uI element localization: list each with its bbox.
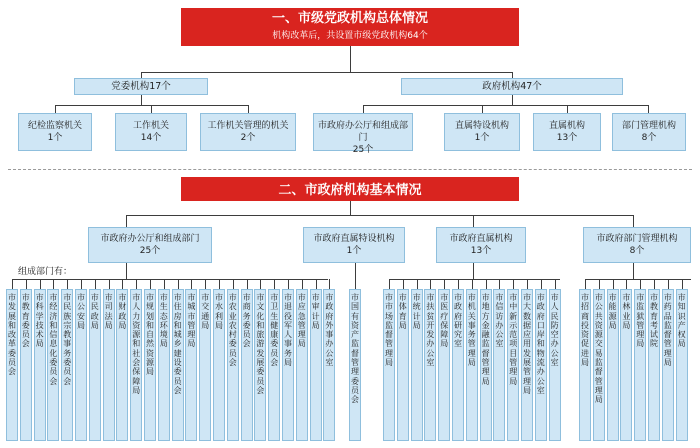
gov-child-name: 市政府办公厅和组成部门 <box>317 121 408 143</box>
department-column: 市 人 力 资 源 和 社 会 保 障 局 <box>130 289 142 441</box>
members-label: 组成部门有： <box>18 267 73 277</box>
department-column: 市 民 政 局 <box>89 289 101 441</box>
connector <box>472 279 473 289</box>
section1-subtitle: 机构改革后，共设置市级党政机构64个 <box>272 31 428 41</box>
department-column: 市 卫 生 健 康 委 员 会 <box>268 289 280 441</box>
connector <box>233 279 234 289</box>
department-column: 市 知 识 产 权 局 <box>676 289 688 441</box>
section1-title-box <box>181 8 519 46</box>
gov-child-name: 直属机构 <box>548 121 585 131</box>
party-organs-box <box>74 78 208 95</box>
connector <box>682 279 683 289</box>
gov-group-name: 市政府直属机构 <box>449 234 513 244</box>
department-column: 市 住 房 和 城 乡 建 设 委 员 会 <box>172 289 184 441</box>
gov-child-box <box>313 113 413 155</box>
department-column: 市 政 府 外 事 办 公 室 <box>323 289 335 441</box>
connector <box>178 279 179 289</box>
connector <box>95 279 96 289</box>
department-column: 市 退 役 军 人 事 务 局 <box>282 289 294 441</box>
department-column: 市 政 府 口 岸 和 物 流 办 公 室 <box>535 289 547 441</box>
connector <box>430 279 431 289</box>
connector <box>81 279 82 289</box>
gov-group-box <box>303 227 405 263</box>
department-column: 市 商 务 委 员 会 <box>241 289 253 441</box>
gov-child-box <box>444 113 520 151</box>
connector <box>363 105 649 106</box>
connector <box>513 279 514 289</box>
connector <box>260 279 261 289</box>
department-column: 市 招 商 投 资 促 进 局 <box>579 289 591 441</box>
gov-group-box <box>583 227 691 263</box>
connector <box>555 279 556 289</box>
connector <box>26 279 27 289</box>
department-column: 市 医 疗 保 障 局 <box>438 289 450 441</box>
department-column: 市 发 展 和 改 革 委 员 会 <box>6 289 18 441</box>
connector <box>567 105 568 113</box>
gov-organs-label: 政府机构47个 <box>482 81 542 92</box>
connector <box>40 279 41 289</box>
connector <box>12 279 13 289</box>
connector <box>527 279 528 289</box>
department-column: 市 规 划 和 自 然 资 源 局 <box>144 289 156 441</box>
department-column: 市 交 通 局 <box>199 289 211 441</box>
connector <box>473 215 474 227</box>
department-column: 市 地 方 金 融 监 督 管 理 局 <box>480 289 492 441</box>
party-child-name: 工作机关管理的机关 <box>207 121 289 131</box>
department-column: 市 教 育 考 试 院 <box>648 289 660 441</box>
department-column: 市 中 新 示 范 项 目 管 理 局 <box>507 289 519 441</box>
department-column: 市 公 共 资 源 交 易 监 督 管 理 局 <box>593 289 605 441</box>
connector <box>126 215 634 216</box>
department-column: 市 市 场 监 督 管 理 局 <box>383 289 395 441</box>
connector <box>633 215 634 227</box>
connector <box>109 279 110 289</box>
connector <box>648 105 649 113</box>
connector <box>668 279 669 289</box>
connector <box>55 105 56 113</box>
gov-child-count: 25个 <box>352 145 374 155</box>
department-column: 市 科 学 技 术 局 <box>34 289 46 441</box>
connector <box>141 95 142 105</box>
connector <box>486 279 487 289</box>
section2-title-box <box>181 177 519 201</box>
connector <box>640 279 641 289</box>
connector <box>444 279 445 289</box>
connector <box>12 279 328 280</box>
connector <box>458 279 459 289</box>
connector <box>482 105 483 113</box>
party-child-count: 14个 <box>140 133 162 143</box>
connector <box>329 279 330 289</box>
department-column: 市 能 源 局 <box>607 289 619 441</box>
gov-organs-box <box>401 78 623 95</box>
connector <box>126 263 127 279</box>
connector <box>122 279 123 289</box>
party-child-box <box>115 113 187 151</box>
connector <box>541 279 542 289</box>
connector <box>613 279 614 289</box>
section2-title: 二、市政府机构基本情况 <box>278 183 422 198</box>
department-column: 市 大 数 据 应 用 发 展 管 理 局 <box>521 289 533 441</box>
connector <box>191 279 192 289</box>
gov-group-name: 市政府部门管理机构 <box>596 234 678 244</box>
gov-group-count: 25个 <box>139 246 161 256</box>
connector <box>389 279 390 289</box>
connector <box>150 279 151 289</box>
connector <box>53 279 54 289</box>
connector <box>247 279 248 289</box>
party-child-count: 1个 <box>47 133 63 143</box>
department-column: 市 教 育 委 员 会 <box>20 289 32 441</box>
department-column: 市 林 业 局 <box>620 289 632 441</box>
connector <box>585 279 586 289</box>
gov-child-name: 部门管理机构 <box>621 121 676 131</box>
party-child-box <box>200 113 296 151</box>
department-column: 市 人 民 防 空 办 公 室 <box>549 289 561 441</box>
gov-group-name: 市政府直属特设机构 <box>313 234 395 244</box>
connector <box>633 263 634 279</box>
connector <box>473 263 474 279</box>
gov-group-name: 市政府办公厅和组成部门 <box>100 234 200 244</box>
connector <box>274 279 275 289</box>
department-column: 市 体 育 局 <box>397 289 409 441</box>
department-column: 市 机 关 事 务 管 理 局 <box>466 289 478 441</box>
connector <box>389 279 560 280</box>
department-column: 市 公 安 局 <box>75 289 87 441</box>
department-column: 市 民 族 宗 教 事 务 委 员 会 <box>61 289 73 441</box>
department-column: 市 水 利 局 <box>213 289 225 441</box>
connector <box>512 95 513 105</box>
connector <box>164 279 165 289</box>
connector <box>302 279 303 289</box>
department-column: 市 扶 贫 开 发 办 公 室 <box>424 289 436 441</box>
connector <box>350 201 351 215</box>
department-column: 市 农 业 农 村 委 员 会 <box>227 289 239 441</box>
connector <box>599 279 600 289</box>
connector <box>585 279 691 280</box>
connector <box>355 279 356 289</box>
section1-title: 一、市级党政机构总体情况 <box>271 11 428 26</box>
department-column: 市 财 政 局 <box>116 289 128 441</box>
connector <box>626 279 627 289</box>
connector <box>136 279 137 289</box>
party-child-name: 纪检监察机关 <box>27 121 82 131</box>
gov-group-count: 1个 <box>346 246 362 256</box>
connector <box>205 279 206 289</box>
connector <box>151 105 152 113</box>
department-column: 市 政 府 研 究 室 <box>452 289 464 441</box>
connector <box>219 279 220 289</box>
department-column: 市 生 态 环 境 局 <box>158 289 170 441</box>
connector <box>654 279 655 289</box>
gov-child-count: 8个 <box>641 133 657 143</box>
section-divider <box>8 169 692 170</box>
department-column: 市 信 访 办 公 室 <box>493 289 505 441</box>
connector <box>126 215 127 227</box>
party-organs-label: 党委机构17个 <box>111 81 171 92</box>
department-column: 市 应 急 管 理 局 <box>296 289 308 441</box>
department-column: 市 统 计 局 <box>411 289 423 441</box>
connector <box>316 279 317 289</box>
department-column: 市 城 市 管 理 局 <box>185 289 197 441</box>
connector <box>288 279 289 289</box>
department-column: 市 国 有 资 产 监 督 管 理 委 员 会 <box>349 289 361 441</box>
gov-child-count: 1个 <box>474 133 490 143</box>
connector <box>350 46 351 72</box>
party-child-count: 2个 <box>240 133 256 143</box>
connector <box>67 279 68 289</box>
gov-child-name: 直属特设机构 <box>454 121 509 131</box>
connector <box>248 105 249 113</box>
department-column: 市 审 计 局 <box>310 289 322 441</box>
party-child-name: 工作机关 <box>132 121 169 131</box>
department-column: 市 药 品 监 督 管 理 局 <box>662 289 674 441</box>
party-child-box <box>18 113 92 151</box>
gov-group-box <box>436 227 526 263</box>
connector <box>55 105 249 106</box>
connector <box>403 279 404 289</box>
gov-group-box <box>88 227 212 263</box>
department-column: 市 经 济 和 信 息 化 委 员 会 <box>47 289 59 441</box>
gov-child-count: 13个 <box>556 133 578 143</box>
connector <box>417 279 418 289</box>
department-column: 市 司 法 局 <box>103 289 115 441</box>
department-column: 市 监 狱 管 理 局 <box>634 289 646 441</box>
department-column: 市 文 化 和 旅 游 发 展 委 员 会 <box>254 289 266 441</box>
gov-child-box <box>612 113 686 151</box>
connector <box>363 105 364 113</box>
gov-group-count: 13个 <box>470 246 492 256</box>
gov-group-count: 8个 <box>629 246 645 256</box>
gov-child-box <box>533 113 601 151</box>
connector <box>141 72 513 73</box>
connector <box>499 279 500 289</box>
